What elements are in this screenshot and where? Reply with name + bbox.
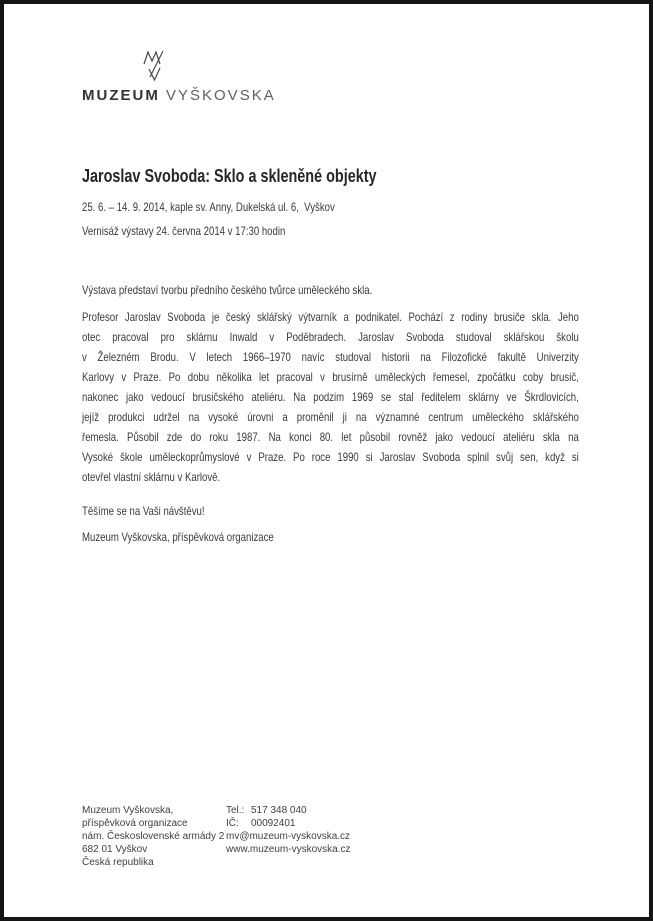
- footer-address-line: Muzeum Vyškovska,: [82, 805, 174, 816]
- footer-website: www.muzeum-vyskovska.cz: [226, 844, 351, 855]
- body-line: Profesor Jaroslav Svoboda je český sklářský výtvarník a podnikatel. Pochází z rodiny brusiče skla. Jeho: [82, 310, 579, 324]
- footer-tel-value: 517 348 040: [251, 805, 307, 816]
- exhibition-date-location: 25. 6. – 14. 9. 2014, kaple sv. Anny, Dukelská ul. 6, Vyškov: [82, 200, 335, 214]
- footer-address-line: 682 01 Vyškov: [82, 844, 148, 855]
- footer-ic-value: 00092401: [251, 818, 296, 829]
- footer-ic-row: [226, 817, 350, 830]
- footer-address: [82, 804, 224, 869]
- body-line: řemesla. Působil zde do roku 1987. Na konci 80. let působil rovněž jako vedoucí ateliéru skla na: [82, 430, 579, 444]
- logo-word-vyskovska: VYŠKOVSKA: [166, 87, 276, 104]
- footer-contact: [226, 804, 350, 856]
- body-paragraph: [82, 307, 579, 487]
- footer-address-line: nám. Československé armády 2: [82, 831, 225, 842]
- footer-tel-row: [226, 804, 350, 817]
- museum-logo-text: [82, 88, 276, 104]
- museum-monogram-icon: [142, 49, 166, 83]
- footer-address-line: příspěvková organizace: [82, 818, 188, 829]
- body-line: v Železném Brodu. V letech 1966–1970 navíc studoval historii na Filozofické fakultě Univerzity: [82, 350, 579, 364]
- logo-word-muzeum: MUZEUM: [82, 87, 160, 104]
- footer-tel-label: Tel.:: [226, 805, 245, 816]
- signature-line: Muzeum Vyškovska, příspěvková organizace: [82, 530, 274, 544]
- intro-paragraph: Výstava představí tvorbu předního českého tvůrce uměleckého skla.: [82, 283, 373, 297]
- footer-address-line: Česká republika: [82, 857, 154, 868]
- body-line: Vysoké škole uměleckoprůmyslové v Praze. Po roce 1990 si Jaroslav Svoboda splnil svůj sen, když si: [82, 450, 579, 464]
- closing-line: Těšíme se na Vaši návštěvu!: [82, 504, 205, 518]
- footer-email: mv@muzeum-vyskovska.cz: [226, 831, 351, 842]
- body-line: Karlovy v Praze. Po dobu několika let pracoval v brusírně uměleckých řemesel, zpočátku coby brusič,: [82, 370, 579, 384]
- body-line: jejíž produkci udržel na vysoké úrovni a proměnil ji na významné centrum uměleckého sklářského: [82, 410, 579, 424]
- footer-ic-label: IČ:: [226, 818, 239, 829]
- body-line: nakonec jako vedoucí brusičského ateliéru. Na podzim 1969 se stal ředitelem sklárny ve Škrdlovicích,: [82, 390, 579, 404]
- vernissage-info: Vernisáž výstavy 24. června 2014 v 17:30 hodin: [82, 224, 286, 238]
- exhibition-title: Jaroslav Svoboda: Sklo a skleněné objekty: [82, 166, 377, 186]
- body-line: otec pracoval pro sklárnu Inwald v Poděbradech. Jaroslav Svoboda studoval sklářskou školu: [82, 330, 579, 344]
- body-line: otevřel vlastní sklárnu v Karlově.: [82, 470, 221, 484]
